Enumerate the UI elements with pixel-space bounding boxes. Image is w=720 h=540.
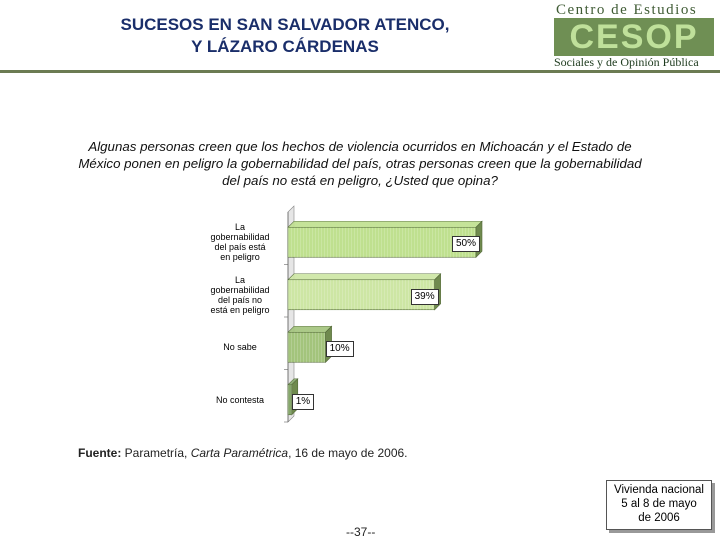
category-label-line: gobernabilidad	[210, 232, 270, 243]
bar-top	[288, 221, 482, 227]
value-label: 10%	[326, 341, 354, 357]
category-label-line: No contesta	[215, 394, 265, 405]
category-label-line: del país no	[217, 294, 263, 305]
chart-question: Algunas personas creen que los hechos de violencia ocurridos en Michoacán y el Estado de México ponen en peligro la gobernabilidad del país, otras personas creen que la gobernabilidad del país no está en peligro, ¿Usted que opina?	[78, 139, 642, 188]
category-label-line: del país está	[214, 242, 266, 253]
category-label-line: No sabe	[223, 342, 257, 353]
survey-stamp	[606, 480, 712, 530]
bar-hatch	[288, 227, 476, 257]
category-label-line: La	[234, 274, 245, 285]
stamp-line-3: de 2006	[638, 512, 680, 524]
bar-hatch	[288, 332, 326, 362]
logo-top-text: Centro de Estudios	[556, 2, 698, 18]
logo-bottom-text: Sociales y de Opinión Pública	[554, 55, 699, 69]
source-publication: Carta Paramétrica	[190, 446, 289, 460]
stamp-line-1: Vivienda nacional	[614, 484, 704, 496]
value-label: 39%	[411, 289, 439, 305]
category-label	[200, 342, 280, 352]
value-label: 1%	[292, 394, 314, 410]
source-text-before: Parametría,	[121, 446, 191, 460]
bar-top	[288, 274, 441, 280]
category-label	[200, 222, 280, 262]
category-label-line: La	[234, 222, 245, 233]
category-label-line: en peligro	[220, 252, 260, 263]
category-label-line: está en peligro	[210, 304, 270, 315]
logo-mark: CESOP	[554, 18, 714, 56]
bar-top	[288, 326, 332, 332]
category-label	[200, 275, 280, 315]
source-text-after: , 16 de mayo de 2006.	[288, 446, 408, 460]
category-label	[200, 395, 280, 405]
source-label: Fuente:	[78, 446, 122, 460]
value-label: 50%	[452, 236, 480, 252]
title-line-2: Y LÁZARO CÁRDENAS	[191, 37, 379, 56]
category-label-line: gobernabilidad	[210, 284, 270, 295]
page-number: --37--	[346, 525, 376, 539]
source-note	[78, 446, 408, 460]
title-line-1: SUCESOS EN SAN SALVADOR ATENCO,	[120, 15, 450, 34]
stamp-line-2: 5 al 8 de mayo	[621, 498, 697, 510]
